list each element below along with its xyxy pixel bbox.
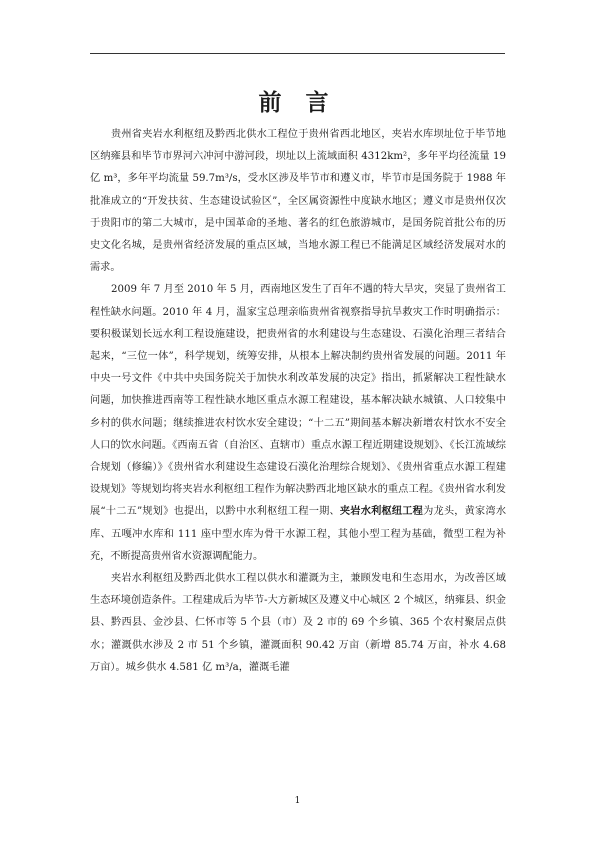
paragraph-1-text: 贵州省夹岩水利枢纽及黔西北供水工程位于贵州省西北地区，夹岩水库坝址位于毕节地区纳雍县和毕节市界河六冲河中游河段，坝址以上流域面积 4312km²，多年平均径流量 19 亿 m³，多年平均流量 59.7m³/s，受水区涉及毕节市和遵义市，毕节市是国务院于 1988 年批准成立的“开发扶贫、生态建设试验区”，全区属资源性中度缺水地区；遵义市是贵州仅次于贵阳市的第二大城市，是中国革命的圣地、著名的红色旅游城市，是国务院首批公布的历史文化名城，是贵州省经济发展的重点区域，当地水源工程已不能满足区域经济发展对水的需求。 (90, 129, 506, 274)
page-number: 1 (294, 796, 301, 806)
paragraph-3-text: 夹岩水利枢纽及黔西北供水工程以供水和灌溉为主，兼顾发电和生态用水，为改善区域生态环境创造条件。工程建成后为毕节-大方新城区及遵义中心城区 2 个城区，纳雍县、织金县、黔西县、金沙县、仁怀市等 5 个县（市）及 2 市的 69 个乡镇、365 个农村聚居点供水；灌溉供水涉及 2 市 51 个乡镇，灌溉面积 90.42 万亩（新增 85.74 万亩，补水 4.68 万亩）。城乡供水 4.581 亿 m³/a，灌溉毛灌 (90, 573, 506, 673)
page-title: 前 言 (258, 90, 337, 116)
header-rule (90, 53, 505, 54)
paragraph-2-text: 2009 年 7 月至 2010 年 5 月，西南地区发生了百年不遇的特大旱灾，突显了贵州省工程性缺水问题。2010 年 4 月，温家宝总理亲临贵州省视察指导抗旱救灾工作时明确指示：要积极谋划长远水利工程设施建设，把贵州省的水利建设与生态建设、石漠化治理三者结合起来，“三位一体”，科学规划，统筹安排，从根本上解决制约贵州省发展的问题。2011 年中央一号文件《中共中央国务院关于加快水利改革发展的决定》指出，抓紧解决工程性缺水问题，加快推进西南等工程性缺水地区重点水源工程建设，基本解决缺水城镇、人口较集中乡村的供水问题；继续推进农村饮水安全建设；“十二五”期间基本解决新增农村饮水不安全人口的饮水问题。《西南五省（自治区、直辖市）重点水源工程近期建设规划》、《长江流域综合规划（修编）》《贵州省水利建设生态建设石漠化治理综合规划》、《贵州省重点水源工程建设规划》等规划均将夹岩水利枢纽工程作为解决黔西北地区缺水的重点工程。《贵州省水利发展“十二五”规划》也提出，以黔中水利枢纽工程一期、 (90, 284, 506, 518)
paragraph-2-continuation: 为龙头，黄家湾水库、五嘎冲水库和 111 座中型水库为骨干水源工程，其他小型工程为基础，微型工程为补充，不断提高贵州省水资源调配能力。 (90, 506, 507, 562)
paragraph-1 (90, 124, 506, 279)
paragraph-2 (90, 279, 506, 568)
paragraph-3 (90, 568, 506, 679)
body-text (90, 124, 506, 679)
paragraph-2-bold-term: 夹岩水利枢纽工程 (339, 506, 424, 518)
